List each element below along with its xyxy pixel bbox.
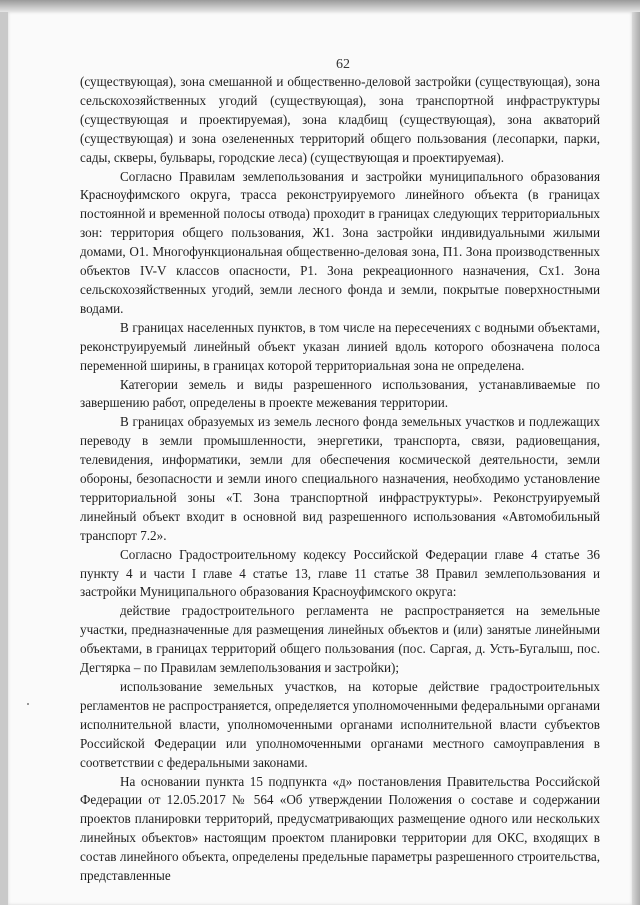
paragraph-settlements: В границах населенных пунктов, в том числе на пересечениях с водными объектами, реконструируемый линейный объект указан линией вдоль которого обозначена полоса переменной ширины, в границах которой территориальная зона не определена. [80, 319, 600, 373]
paragraph-urban-code: Согласно Градостроительному кодексу Российской Федерации главе 4 статье 36 пункту 4 и части I главе 4 статье 13, главе 11 статье 38 Правил землепользования и застройки Муниципального образования Красноуфимского округа: [80, 546, 600, 600]
scan-right-edge [632, 12, 640, 905]
paragraph-land-use-rules: Согласно Правилам землепользования и застройки муниципального образования Красноуфимского округа, трасса реконструируемого линейного объекта (в границах постоянной и временной полосы отвода) проходит в границах следующих территориальных зон: территория общего пользования, Ж1. Зона застройки индивидуальными жилыми домами, О1. Многофункциональная общественно-деловая зона, П1. Зона производственных объектов IV-V классов опасности, Р1. Зона рекреационного назначения, Сх1. Зона сельскохозяйственных угодий, земли лесного фонда и земли, покрытые поверхностными водами. [80, 168, 600, 316]
paragraph-regulation-scope: действие градостроительного регламента не распространяется на земельные участки, предназначенные для размещения линейных объектов и (или) занятые линейными объектами, в границах территорий общего пользования (пос. Саргая, д. Усть-Бугалыш, пос. Дегтярка – по Правилам землепользования и застройки); [80, 603, 600, 676]
document-page [8, 12, 632, 905]
scan-top-border [0, 0, 640, 12]
paragraph-forest-fund: В границах образуемых из земель лесного фонда земельных участков и подлежащих переводу в земли промышленности, энергетики, транспорта, связи, радиовещания, телевидения, информатики, земли для обеспечения космической деятельности, земли обороны, безопасности и земли иного специального назначения, необходимо установление территориальной зоны «Т. Зона транспортной инфраструктуры». Реконструируемый линейный объект входит в основной вид разрешенного использования «Автомобильный транспорт 7.2». [80, 414, 600, 543]
paragraph-government-decree: На основании пункта 15 подпункта «д» постановления Правительства Российской Федерации от 12.05.2017 № 564 «Об утверждении Положения о составе и содержании проектов планировки территорий, предусматривающих размещение одного или нескольких линейных объектов» настоящим проектом планировки территории для ОКС, входящих в состав линейного объекта, определены предельные параметры разрешенного строительства, представленные [80, 773, 600, 884]
paragraph-land-usage-authority: использование земельных участков, на которые действие градостроительных регламентов не распространяется, определяется уполномоченными федеральными органами исполнительной власти, уполномоченными органами исполнительной власти субъектов Российской Федерации или уполномоченными органами местного самоуправления в соответствии с федеральными законами. [80, 679, 600, 770]
paragraph-land-categories: Категории земель и виды разрешенного использования, устанавливаемые по завершению работ, определены в проекте межевания территории. [80, 376, 600, 411]
page-number: 62 [336, 57, 350, 72]
body-text [80, 73, 600, 886]
scan-speck [27, 703, 29, 705]
paragraph-zones-continued: (существующая), зона смешанной и общественно-деловой застройки (существующая), зона сельскохозяйственных угодий (существующая), зона транспортной инфраструктуры (существующая и проектируемая), зона кладбищ (существующая), зона акваторий (существующая) и зона озелененных территорий общего пользования (лесопарки, парки, сады, скверы, бульвары, городские леса) (существующая и проектируемая). [80, 74, 600, 165]
